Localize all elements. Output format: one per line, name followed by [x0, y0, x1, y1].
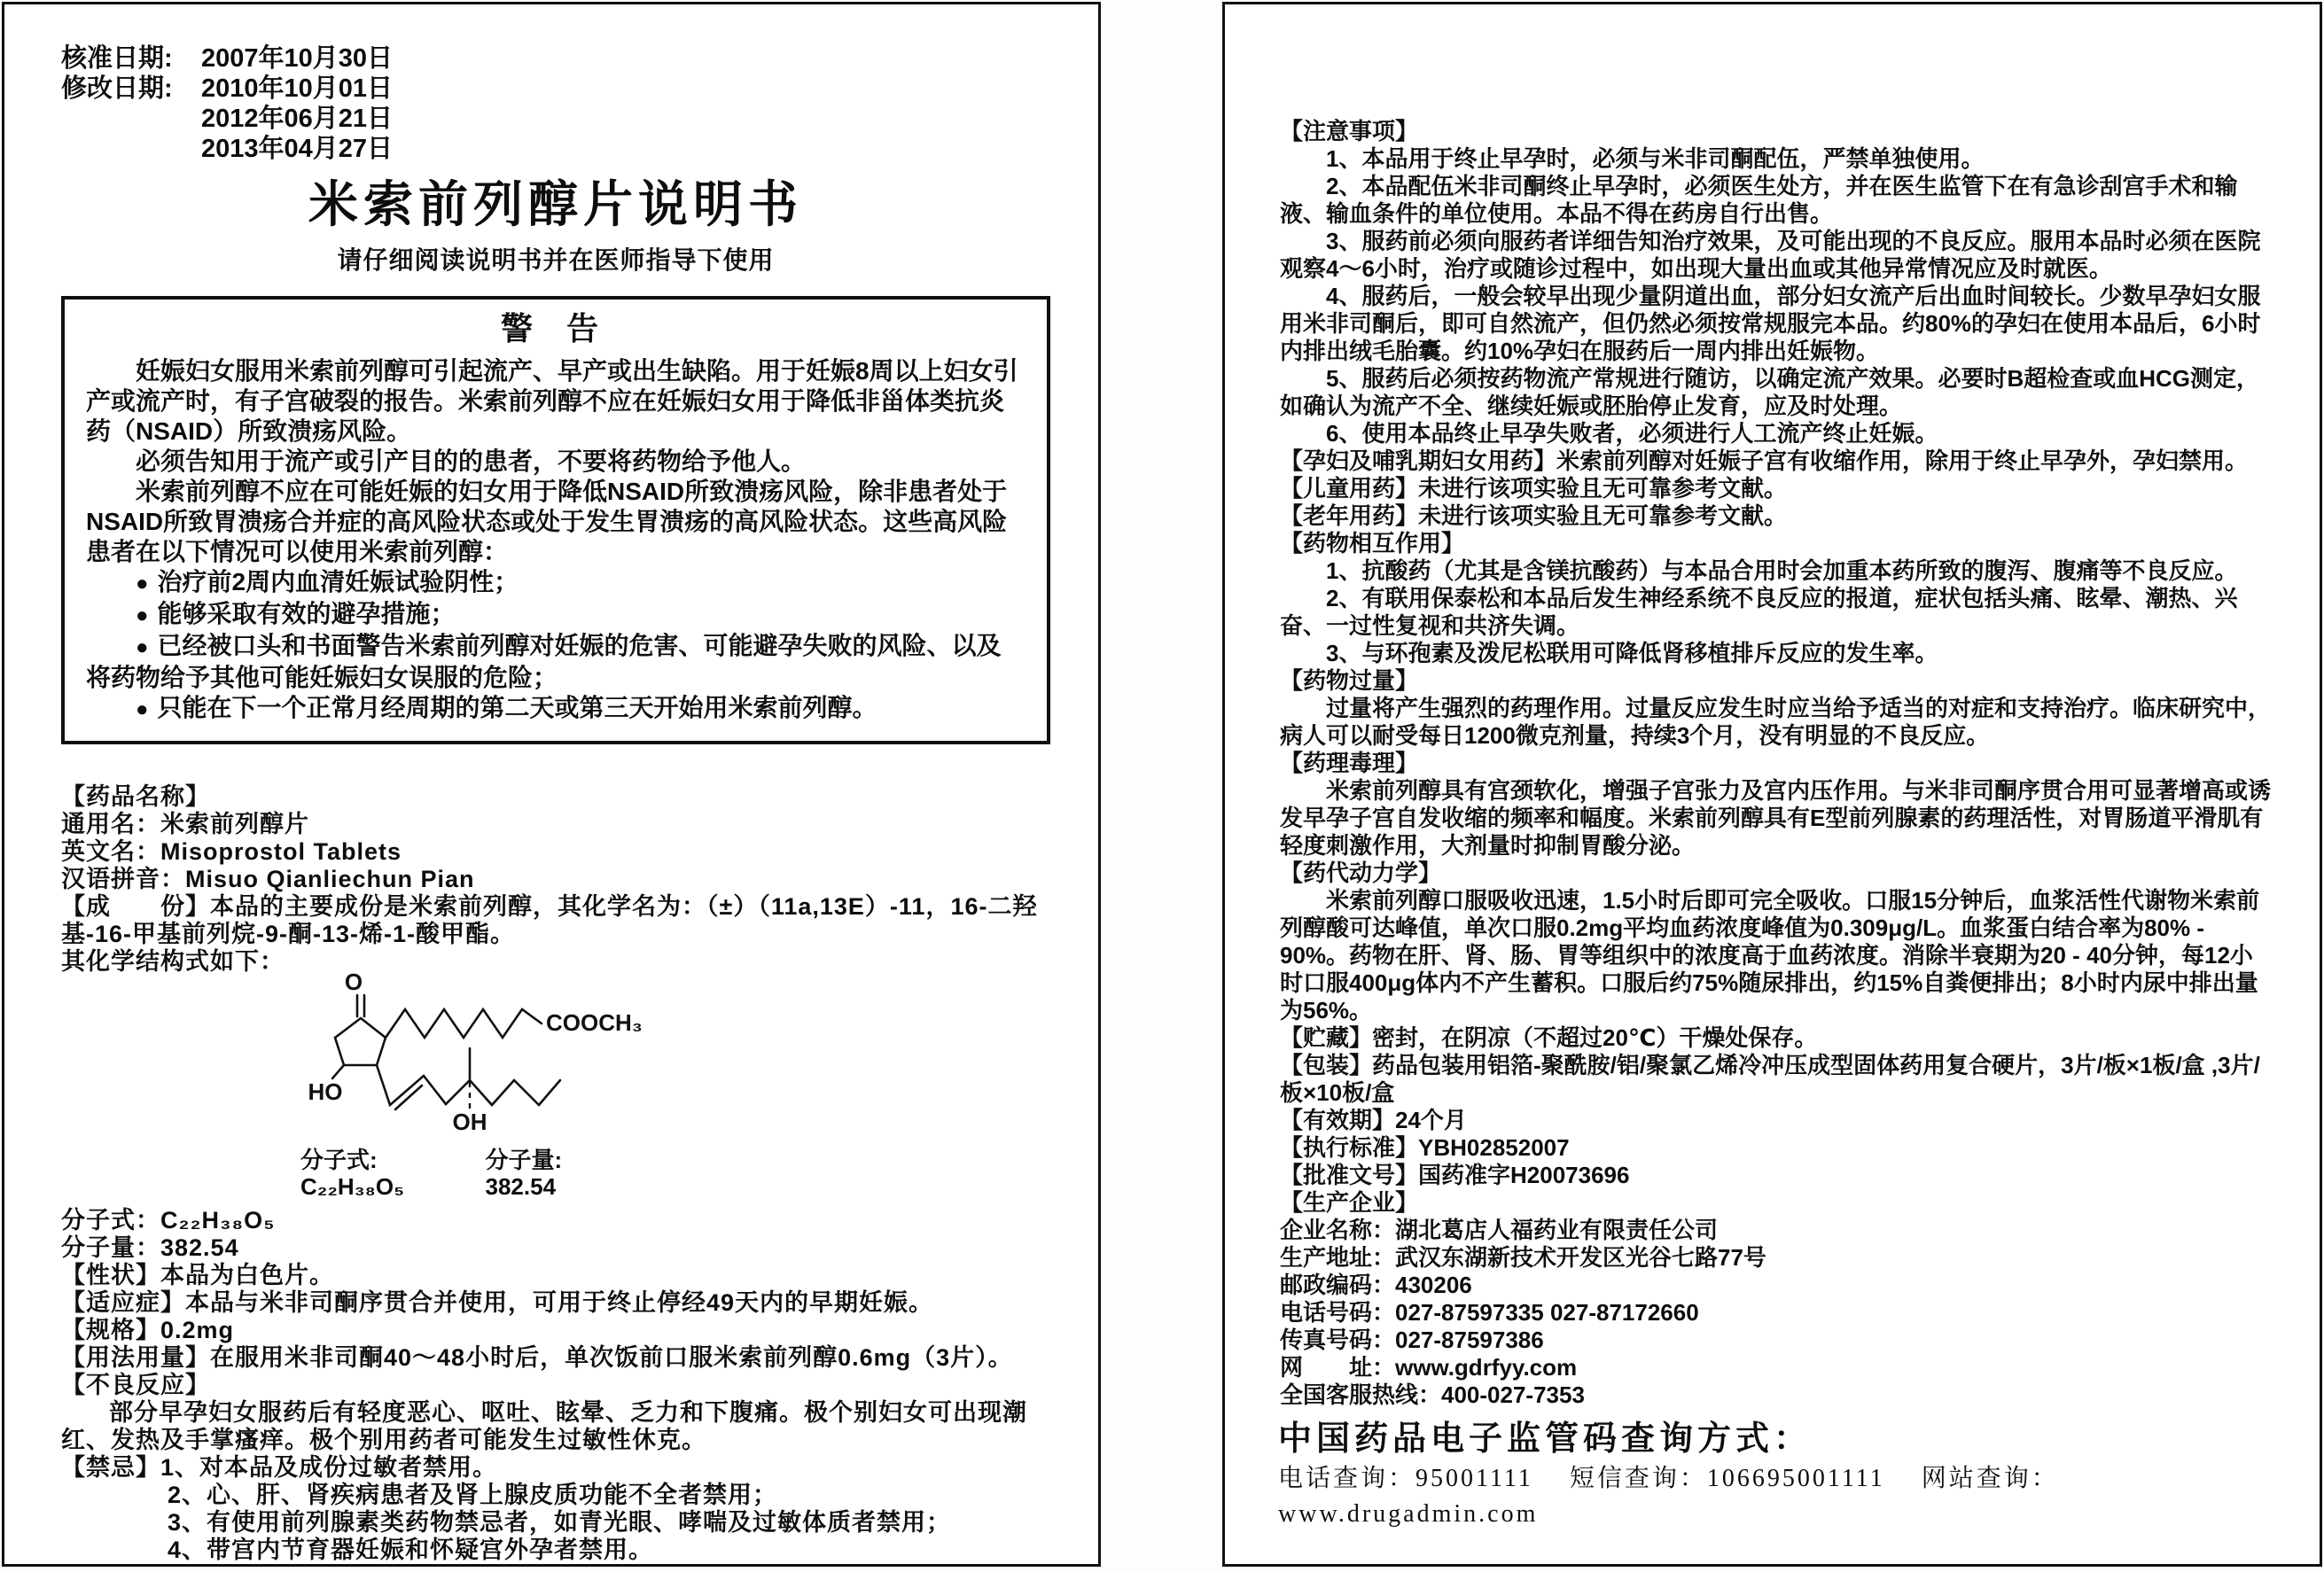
section-text: 本品与米非司酮序贯合并使用，可用于终止停经49天内的早期妊娠。: [185, 1289, 934, 1316]
warning-paragraph: 必须告知用于流产或引产目的的患者，不要将药物给予他人。: [136, 447, 807, 475]
revision-date-row: [61, 104, 1050, 134]
contraindications-label: 【禁忌】: [61, 1454, 160, 1481]
section-header-drug-name: 【药品名称】: [61, 783, 210, 810]
revision-date-value: 2010年10月01日: [201, 74, 394, 103]
bullet-icon: ●: [136, 635, 149, 659]
adverse-reactions-header: 【不良反应】: [61, 1372, 210, 1398]
precaution-item: 2、本品配伍米非司酮终止早孕时，必须医生处方，并在医生监管下在有急诊刮宫手术和输液、输血条件的单位使用。本品不得在药房自行出售。: [1280, 173, 2238, 227]
composition-paragraph: [61, 893, 1050, 948]
section-standard: [1280, 1134, 2273, 1162]
interaction-item: 2、有联用保泰松和本品后发生神经系统不良反应的报道，症状包括头痛、眩晕、潮热、兴奋、一过性复视和共济失调。: [1280, 585, 2238, 639]
warning-bullet: [86, 693, 1026, 725]
generic-name-line: 通用名：米索前列醇片: [61, 811, 309, 837]
manufacturer-website-line: 网 址：www.gdrfyy.com: [1280, 1354, 1578, 1381]
composition-label: 【成 份】: [61, 893, 210, 920]
molecular-formula-line: 分子式：C₂₂H₃₈O₅: [61, 1207, 276, 1233]
warning-heading: 警 告: [500, 310, 611, 346]
section-storage: [1280, 1024, 2273, 1052]
warning-paragraph: 米索前列醇不应在可能妊娠的妇女用于降低NSAID所致溃疡风险，除非患者处于NSAID所致胃溃疡合并症的高风险状态或处于发生胃溃疡的高风险状态。这些高风险患者在以下情况可以使用米索前列醇：: [86, 478, 1008, 565]
section-text: 药品包装用铝箔-聚酰胺/铝/聚氯乙烯冷冲压成型固体药用复合硬片，3片/板×1板/盒 ,3片/板×10板/盒: [1280, 1052, 2260, 1106]
section-text: 国药准字H20073696: [1418, 1162, 1630, 1188]
section-text: 在服用米非司酮40～48小时后，单次饭前口服米索前列醇0.6mg（3片）。: [210, 1344, 1013, 1371]
contraindication-item: 2、心、肝、肾疾病患者及肾上腺皮质功能不全者禁用；: [168, 1482, 778, 1508]
precaution-item: 5、服药后必须按药物流产常规进行随访，以确定流产效果。必要时B超检查或血HCG测定，如确认为流产不全、继续妊娠或胚胎停止发育，应及时处理。: [1280, 365, 2260, 419]
adverse-reactions-text: 部分早孕妇女服药后有轻度恶心、呕吐、眩晕、乏力和下腹痛。极个别妇女可出现潮红、发热及手掌瘙痒。极个别用药者可能发生过敏性休克。: [61, 1399, 1027, 1453]
e-supervision-title: 中国药品电子监管码查询方式：: [1278, 1420, 1813, 1458]
section-text: 密封，在阴凉（不超过20℃）干燥处保存。: [1372, 1024, 1818, 1051]
warning-bullet: [86, 567, 1026, 599]
section-label: 【孕妇及哺乳期妇女用药】: [1280, 447, 1557, 474]
left-body-sections: [61, 1207, 1050, 1564]
section-text: 未进行该项实验且无可靠参考文献。: [1418, 502, 1788, 529]
pharmacology-text: 米索前列醇具有宫颈软化，增强子宫张力及宫内压作用。与米非司酮序贯合用可显著增高或诱发早孕子宫自发收缩的频率和幅度。米索前列醇具有E型前列腺素的药理活性，对胃肠道平滑肌有轻度刺激作用，大剂量时抑制胃酸分泌。: [1280, 777, 2272, 859]
revision-date-row: [61, 134, 1050, 164]
section-label: 【用法用量】: [61, 1344, 210, 1371]
warning-bullet: [86, 599, 1026, 631]
formula-caption: [300, 1147, 486, 1200]
contraindication-item: 4、带宫内节育器妊娠和怀疑宫外孕者禁用。: [168, 1537, 654, 1563]
precaution-item: 6、使用本品终止早孕失败者，必须进行人工流产终止妊娠。: [1326, 420, 1938, 447]
section-packaging: [1280, 1052, 2273, 1107]
weight-caption: [486, 1147, 637, 1200]
section-description: [61, 1262, 1050, 1289]
overdose-header: 【药物过量】: [1280, 667, 1419, 694]
interaction-item: 1、抗酸药（尤其是含镁抗酸药）与本品合用时会加重本药所致的腹泻、腹痛等不良反应。: [1326, 557, 2238, 584]
manufacturer-fax-line: 传真号码：027-87597386: [1280, 1327, 1544, 1353]
section-label: 【适应症】: [61, 1289, 185, 1316]
section-text: 米索前列醇对妊娠子宫有收缩作用，除用于终止早孕外，孕妇禁用。: [1556, 447, 2249, 474]
pharmacokinetics-text: 米索前列醇口服吸收迅速，1.5小时后即可完全吸收。口服15分钟后，血浆活性代谢物米索前列醇酸可达峰值，单次口服0.2mg平均血药浓度峰值为0.309μg/L。血浆蛋白结合率为80% - 90%。药物在肝、肾、肠、胃等组织中的浓度高于血药浓度。消除半衰期为20 - 40分钟，每12小时口服400μg体内不产生蓄积。口服后约75%随尿排出，约15%自粪便排出；8小时内尿中排出量为56%。: [1280, 887, 2260, 1023]
bullet-icon: ●: [136, 572, 149, 595]
contraindications-first-line: [61, 1454, 1050, 1482]
approval-date-row: [61, 43, 1050, 74]
structure-caption: [288, 1145, 643, 1200]
section-label: 【批准文号】: [1280, 1162, 1419, 1188]
section-label: 【执行标准】: [1280, 1134, 1419, 1161]
oxygen-atom-label: O: [344, 969, 363, 995]
ester-group-label: COOCH₃: [546, 1009, 643, 1036]
warning-bullet-text: 能够采取有效的避孕措施；: [157, 600, 456, 627]
manufacturer-address-line: 生产地址：武汉东湖新技术开发区光谷七路77号: [1280, 1244, 1766, 1271]
section-indications: [61, 1289, 1050, 1317]
hydroxyl-oh-label: OH: [452, 1109, 487, 1135]
manufacturer-postcode-line: 邮政编码：430206: [1280, 1272, 1472, 1298]
pinyin-name-line: 汉语拼音：Misuo Qianliechun Pian: [61, 866, 475, 892]
page-subtitle: 请仔细阅读说明书并在医师指导下使用: [337, 246, 775, 274]
boxed-warning: [61, 296, 1050, 744]
approval-dates: [61, 43, 1050, 164]
approval-date-label: 核准日期:: [61, 44, 173, 73]
section-validity: [1280, 1107, 2273, 1134]
right-body-sections: [1280, 118, 2273, 1409]
section-label: 【性状】: [61, 1262, 160, 1288]
warning-bullet-text: 治疗前2周内血清妊娠试验阴性；: [157, 568, 519, 595]
section-approval-number: [1280, 1162, 2273, 1189]
overdose-text: 过量将产生强烈的药理作用。过量反应发生时应当给予适当的对症和支持治疗。临床研究中，病人可以耐受每日1200微克剂量，持续3个月，没有明显的不良反应。: [1280, 695, 2272, 749]
composition-text: 本品的主要成份是米索前列醇，其化学名为：（±）（11a,13E）-11，16-二羟基-16-甲基前列烷-9-酮-13-烯-1-酸甲酯。: [61, 893, 1038, 947]
weight-caption-value: 382.54: [485, 1173, 557, 1200]
section-text: 24个月: [1395, 1107, 1467, 1133]
section-dosage: [61, 1344, 1050, 1372]
interactions-header: 【药物相互作用】: [1280, 530, 1465, 556]
section-label: 【老年用药】: [1280, 502, 1419, 529]
section-strength: [61, 1317, 1050, 1344]
section-text: 本品为白色片。: [160, 1262, 334, 1288]
hydroxyl-ho-label: HO: [308, 1078, 343, 1105]
section-children: [1280, 475, 2273, 502]
section-label: 【包装】: [1280, 1052, 1373, 1078]
revision-date-label: 修改日期:: [61, 74, 173, 103]
manufacturer-name-line: 企业名称：湖北葛店人福药业有限责任公司: [1280, 1217, 1719, 1243]
bullet-icon: ●: [136, 697, 149, 721]
page-right: [1222, 2, 2322, 1567]
precaution-item: 3、服药前必须向服药者详细告知治疗效果，及可能出现的不良反应。服用本品时必须在医院观察4～6小时，治疗或随诊过程中，如出现大量出血或其他异常情况应及时就医。: [1280, 228, 2261, 282]
chemical-structure-figure: [288, 969, 643, 1200]
section-elderly: [1280, 502, 2273, 530]
section-label: 【儿童用药】: [1280, 475, 1419, 502]
warning-bullet-text: 只能在下一个正常月经周期的第二天或第三天开始用米索前列醇。: [157, 694, 877, 721]
contraindication-item: 1、对本品及成份过敏者禁用。: [160, 1454, 498, 1481]
manufacturer-phone-line: 电话号码：027-87597335 027-87172660: [1280, 1299, 1699, 1326]
pharmacology-header: 【药理毒理】: [1280, 750, 1419, 776]
drug-name-section: [61, 783, 1050, 976]
revision-date-row: [61, 74, 1050, 104]
chemical-structure-drawing: [288, 969, 643, 1140]
warning-paragraph: 妊娠妇女服用米索前列醇可引起流产、早产或出生缺陷。用于妊娠8周以上妇女引产或流产时，有子宫破裂的报告。米索前列醇不应在妊娠妇女用于降低非甾体类抗炎药（NSAID）所致溃疡风险。: [86, 357, 1018, 445]
revision-date-value: 2012年06月21日: [201, 105, 394, 133]
section-text: YBH02852007: [1418, 1134, 1570, 1161]
weight-caption-label: 分子量:: [485, 1147, 563, 1173]
section-label: 【贮藏】: [1280, 1024, 1373, 1051]
interaction-item: 3、与环孢素及泼尼松联用可降低肾移植排斥反应的发生率。: [1326, 640, 1938, 666]
warning-bullet: [86, 631, 1026, 693]
molecular-weight-line: 分子量：382.54: [61, 1234, 239, 1261]
section-label: 【规格】: [61, 1317, 160, 1343]
structure-intro-line: 其化学结构式如下：: [61, 948, 285, 975]
page-left: [2, 2, 1101, 1567]
contraindication-item: 3、有使用前列腺素类药物禁忌者，如青光眼、哮喘及过敏体质者禁用；: [168, 1509, 952, 1536]
section-text: 未进行该项实验且无可靠参考文献。: [1418, 475, 1788, 502]
e-supervision-footer: [1278, 1419, 2262, 1532]
approval-date-value: 2007年10月30日: [201, 44, 394, 73]
section-pregnancy: [1280, 447, 2273, 475]
pharmacokinetics-header: 【药代动力学】: [1280, 860, 1442, 886]
precaution-item: 4、服药后，一般会较早出现少量阴道出血，部分妇女流产后出血时间较长。少数早孕妇女服用米非司酮后，即可自然流产，但仍然必须按常规服完本品。约80%的孕妇在使用本品后，6小时内排出绒毛胎囊。约10%孕妇在服药后一周内排出妊娠物。: [1280, 283, 2261, 364]
section-text: 0.2mg: [160, 1317, 235, 1343]
precaution-item: 1、本品用于终止早孕时，必须与米非司酮配伍，严禁单独使用。: [1326, 145, 1985, 172]
page-title: 米索前列醇片说明书: [308, 176, 803, 232]
formula-caption-label: 分子式:: [300, 1147, 378, 1173]
manufacturer-hotline-line: 全国客服热线：400-027-7353: [1280, 1381, 1585, 1408]
section-label: 【有效期】: [1280, 1107, 1396, 1133]
precautions-header: 【注意事项】: [1280, 118, 1419, 144]
revision-date-value: 2013年04月27日: [201, 135, 394, 163]
english-name-line: 英文名：Misoprostol Tablets: [61, 838, 402, 865]
e-supervision-query-line: 电话查询：95001111 短信查询：106695001111 网站查询：www.drugadmin.com: [1278, 1465, 2059, 1528]
manufacturer-header: 【生产企业】: [1280, 1189, 1419, 1216]
formula-caption-value: C₂₂H₃₈O₅: [300, 1173, 404, 1200]
bullet-icon: ●: [136, 603, 149, 627]
warning-bullet-text: 已经被口头和书面警告米索前列醇对妊娠的危害、可能避孕失败的风险、以及将药物给予其他可能妊娠妇女误服的危险；: [86, 632, 1002, 691]
